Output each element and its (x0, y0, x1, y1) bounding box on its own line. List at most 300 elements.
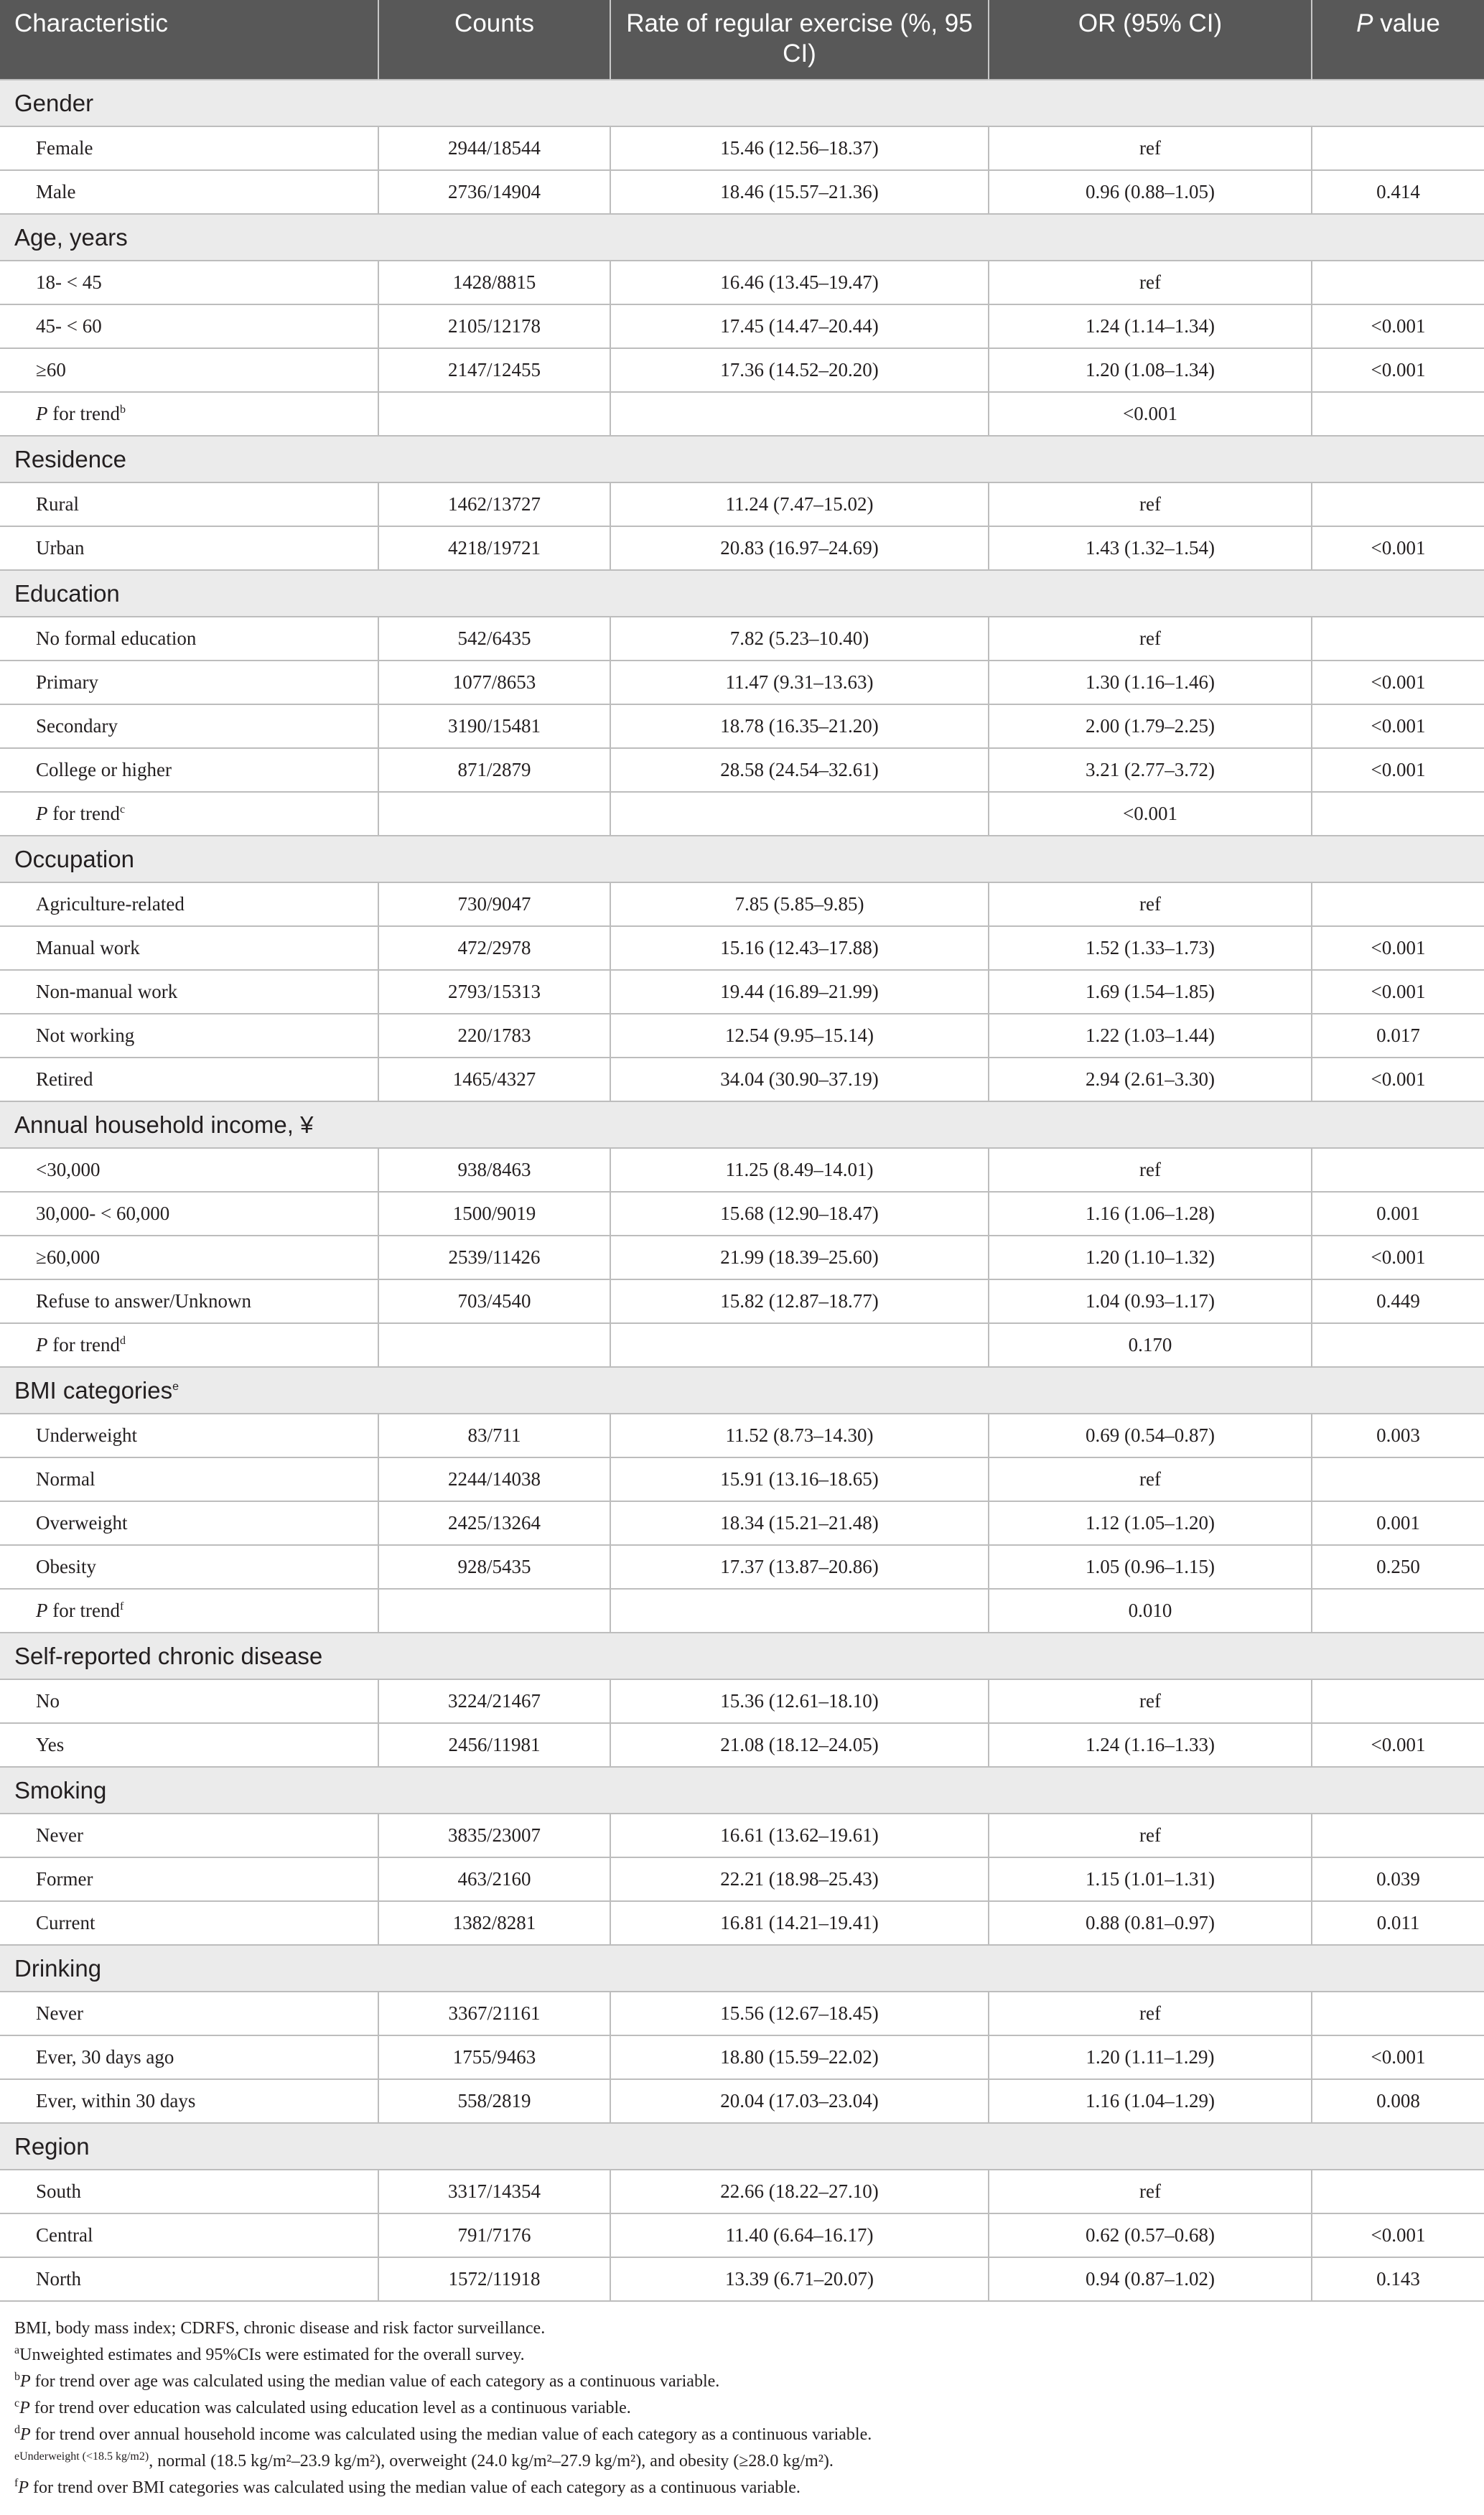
header-counts: Counts (378, 0, 610, 80)
cell-counts: 1462/13727 (378, 482, 610, 526)
cell-characteristic (0, 661, 378, 704)
table-row (0, 704, 1484, 748)
cell-counts: 472/2978 (378, 926, 610, 970)
cell-characteristic (0, 926, 378, 970)
footnote-e (14, 2448, 1472, 2475)
cell-rate: 21.08 (18.12–24.05) (610, 1723, 989, 1767)
row-label: Central (36, 2224, 93, 2246)
section-header-row (0, 1101, 1484, 1148)
section-title-text: Self-reported chronic disease (14, 1642, 323, 1669)
cell-counts: 1572/11918 (378, 2257, 610, 2301)
cell-counts: 2793/15313 (378, 970, 610, 1014)
footnote-d-text: for trend over annual household income was calculated using the median value of each category as a continuous variable. (30, 2425, 872, 2444)
cell-rate: 12.54 (9.95–15.14) (610, 1014, 989, 1058)
row-label: Underweight (36, 1424, 137, 1446)
cell-or: ref (989, 1814, 1312, 1857)
cell-or: 1.24 (1.14–1.34) (989, 304, 1312, 348)
row-label: Agriculture-related (36, 893, 185, 915)
table-row (0, 126, 1484, 170)
cell-counts (378, 1323, 610, 1367)
section-title-text: Drinking (14, 1954, 102, 1982)
header-p-value (1312, 0, 1484, 80)
row-label: Manual work (36, 937, 140, 958)
cell-counts: 1500/9019 (378, 1192, 610, 1236)
row-label: Current (36, 1912, 95, 1933)
row-label: Yes (36, 1734, 65, 1755)
cell-counts (378, 792, 610, 836)
cell-characteristic (0, 1192, 378, 1236)
section-header-row (0, 1945, 1484, 1992)
cell-p-value (1312, 392, 1484, 436)
cell-counts: 938/8463 (378, 1148, 610, 1192)
table-row (0, 170, 1484, 214)
section-header-row (0, 1367, 1484, 1414)
row-label: Ever, 30 days ago (36, 2046, 174, 2068)
section-title-text: Residence (14, 445, 126, 472)
row-label: No (36, 1690, 60, 1712)
cell-or: ref (989, 1148, 1312, 1192)
cell-or: 0.62 (0.57–0.68) (989, 2213, 1312, 2257)
cell-or: 0.69 (0.54–0.87) (989, 1414, 1312, 1457)
cell-rate: 11.40 (6.64–16.17) (610, 2213, 989, 2257)
table-row (0, 2035, 1484, 2079)
footnote-c-text: for trend over education was calculated using education level as a continuous variable. (29, 2399, 631, 2417)
cell-p-value: 0.011 (1312, 1901, 1484, 1945)
cell-p-value: 0.003 (1312, 1414, 1484, 1457)
cell-rate: 7.82 (5.23–10.40) (610, 617, 989, 661)
row-label: Male (36, 181, 76, 202)
cell-characteristic (0, 882, 378, 926)
trend-p: P (36, 1600, 48, 1621)
cell-rate: 11.47 (9.31–13.63) (610, 661, 989, 704)
cell-or: 1.20 (1.10–1.32) (989, 1236, 1312, 1279)
section-title (0, 1945, 1484, 1992)
cell-counts: 2456/11981 (378, 1723, 610, 1767)
table-row (0, 1457, 1484, 1501)
row-label: Non-manual work (36, 981, 178, 1002)
cell-rate: 16.46 (13.45–19.47) (610, 261, 989, 304)
section-header-row (0, 214, 1484, 261)
cell-characteristic (0, 1545, 378, 1589)
cell-or: 1.12 (1.05–1.20) (989, 1501, 1312, 1545)
table-body (0, 80, 1484, 2301)
cell-characteristic (0, 1457, 378, 1501)
cell-p-value (1312, 792, 1484, 836)
cell-counts: 3190/15481 (378, 704, 610, 748)
cell-or: 0.010 (989, 1589, 1312, 1633)
trend-p: P (36, 403, 48, 424)
cell-p-value (1312, 1814, 1484, 1857)
table-row (0, 2170, 1484, 2213)
table-row (0, 1857, 1484, 1901)
cell-p-value: <0.001 (1312, 304, 1484, 348)
footnote-a-marker: a (14, 2344, 20, 2356)
footnote-b-p: P (20, 2372, 31, 2391)
header-p-italic: P (1356, 9, 1373, 37)
row-label: Primary (36, 671, 98, 693)
table-row (0, 1814, 1484, 1857)
footnote-f-p: P (18, 2478, 29, 2497)
cell-characteristic (0, 1014, 378, 1058)
cell-characteristic (0, 1279, 378, 1323)
cell-p-value: <0.001 (1312, 704, 1484, 748)
row-label: <30,000 (36, 1159, 101, 1180)
cell-counts: 2105/12178 (378, 304, 610, 348)
cell-or: 1.43 (1.32–1.54) (989, 526, 1312, 570)
footnote-f (14, 2475, 1472, 2501)
row-label: Rural (36, 493, 79, 515)
cell-counts: 220/1783 (378, 1014, 610, 1058)
cell-or: 1.52 (1.33–1.73) (989, 926, 1312, 970)
table-row (0, 526, 1484, 570)
cell-characteristic (0, 1814, 378, 1857)
cell-characteristic (0, 2079, 378, 2123)
row-label: Former (36, 1868, 93, 1890)
cell-or: <0.001 (989, 792, 1312, 836)
table-row (0, 1014, 1484, 1058)
row-label: No formal education (36, 627, 197, 649)
cell-or: 1.16 (1.06–1.28) (989, 1192, 1312, 1236)
cell-counts: 4218/19721 (378, 526, 610, 570)
row-label-sup: c (119, 803, 126, 816)
cell-characteristic (0, 2257, 378, 2301)
cell-p-value: <0.001 (1312, 926, 1484, 970)
cell-characteristic (0, 1501, 378, 1545)
cell-counts: 1382/8281 (378, 1901, 610, 1945)
row-label: Ever, within 30 days (36, 2090, 196, 2112)
cell-counts (378, 1589, 610, 1633)
table-row (0, 304, 1484, 348)
cell-characteristic (0, 2170, 378, 2213)
cell-p-value: 0.001 (1312, 1501, 1484, 1545)
cell-characteristic (0, 1723, 378, 1767)
cell-rate: 22.66 (18.22–27.10) (610, 2170, 989, 2213)
row-label: North (36, 2268, 81, 2290)
table-row (0, 1545, 1484, 1589)
section-header-row (0, 80, 1484, 126)
footnote-b-text: for trend over age was calculated using the median value of each category as a continuous variable. (30, 2372, 720, 2391)
cell-counts: 928/5435 (378, 1545, 610, 1589)
cell-rate: 18.78 (16.35–21.20) (610, 704, 989, 748)
footnote-abbrev: BMI, body mass index; CDRFS, chronic disease and risk factor surveillance. (14, 2319, 546, 2338)
cell-counts: 463/2160 (378, 1857, 610, 1901)
cell-p-value: <0.001 (1312, 1058, 1484, 1101)
table-row (0, 1236, 1484, 1279)
row-label: 18- < 45 (36, 271, 102, 293)
cell-or: 1.04 (0.93–1.17) (989, 1279, 1312, 1323)
cell-p-value (1312, 1323, 1484, 1367)
cell-counts: 2736/14904 (378, 170, 610, 214)
cell-characteristic (0, 704, 378, 748)
header-rate: Rate of regular exercise (%, 95 CI) (610, 0, 989, 80)
table-row (0, 1501, 1484, 1545)
table-row (0, 1414, 1484, 1457)
section-header-row (0, 836, 1484, 882)
footnote-a-text: Unweighted estimates and 95%CIs were estimated for the overall survey. (19, 2346, 525, 2364)
table-row (0, 1992, 1484, 2035)
cell-rate: 15.68 (12.90–18.47) (610, 1192, 989, 1236)
row-label-sup: d (119, 1335, 126, 1347)
row-label: Obesity (36, 1556, 96, 1577)
cell-counts: 3317/14354 (378, 2170, 610, 2213)
cell-p-value (1312, 1148, 1484, 1192)
cell-p-value: <0.001 (1312, 526, 1484, 570)
cell-characteristic (0, 1901, 378, 1945)
cell-characteristic (0, 748, 378, 792)
cell-counts: 3835/23007 (378, 1814, 610, 1857)
table-row (0, 1679, 1484, 1723)
cell-counts: 871/2879 (378, 748, 610, 792)
row-label: Not working (36, 1025, 135, 1046)
section-title-text: Age, years (14, 223, 128, 251)
cell-rate: 11.52 (8.73–14.30) (610, 1414, 989, 1457)
row-label: 45- < 60 (36, 315, 102, 337)
cell-rate: 15.36 (12.61–18.10) (610, 1679, 989, 1723)
cell-counts: 2539/11426 (378, 1236, 610, 1279)
footnote-b-marker: b (14, 2371, 20, 2383)
cell-or: ref (989, 882, 1312, 926)
cell-rate: 15.46 (12.56–18.37) (610, 126, 989, 170)
footnote-a (14, 2342, 1472, 2369)
table-row (0, 1058, 1484, 1101)
cell-or: ref (989, 617, 1312, 661)
table-row (0, 261, 1484, 304)
cell-characteristic (0, 482, 378, 526)
table-row (0, 2079, 1484, 2123)
cell-rate: 17.45 (14.47–20.44) (610, 304, 989, 348)
cell-or: 1.20 (1.08–1.34) (989, 348, 1312, 392)
trend-label: P for trend (36, 403, 120, 424)
section-title-text: Education (14, 579, 120, 607)
cell-characteristic (0, 1414, 378, 1457)
row-label: Secondary (36, 715, 118, 737)
header-characteristic: Characteristic (0, 0, 378, 80)
row-label: Overweight (36, 1512, 128, 1534)
cell-counts: 3224/21467 (378, 1679, 610, 1723)
cell-rate: 17.36 (14.52–20.20) (610, 348, 989, 392)
cell-rate: 19.44 (16.89–21.99) (610, 970, 989, 1014)
cell-characteristic (0, 2035, 378, 2079)
cell-counts: 1755/9463 (378, 2035, 610, 2079)
cell-counts: 542/6435 (378, 617, 610, 661)
cell-p-value (1312, 1992, 1484, 2035)
cell-or: 1.30 (1.16–1.46) (989, 661, 1312, 704)
table-row (0, 1723, 1484, 1767)
cell-counts: 2147/12455 (378, 348, 610, 392)
table-row (0, 392, 1484, 436)
cell-rate: 13.39 (6.71–20.07) (610, 2257, 989, 2301)
cell-or: 2.00 (1.79–2.25) (989, 704, 1312, 748)
header-p-rest: value (1373, 9, 1440, 37)
cell-p-value: <0.001 (1312, 661, 1484, 704)
cell-p-value: 0.449 (1312, 1279, 1484, 1323)
cell-or: 0.96 (0.88–1.05) (989, 170, 1312, 214)
section-title (0, 214, 1484, 261)
footnote-d-p: P (20, 2425, 31, 2444)
cell-counts: 3367/21161 (378, 1992, 610, 2035)
cell-characteristic (0, 1323, 378, 1367)
section-title (0, 80, 1484, 126)
cell-characteristic (0, 170, 378, 214)
section-header-row (0, 2123, 1484, 2170)
cell-counts: 1077/8653 (378, 661, 610, 704)
cell-p-value: <0.001 (1312, 2035, 1484, 2079)
trend-p: P (36, 803, 48, 824)
row-label-sup: f (119, 1600, 124, 1613)
row-label: 30,000- < 60,000 (36, 1203, 170, 1224)
cell-or: 3.21 (2.77–3.72) (989, 748, 1312, 792)
header-row (0, 0, 1484, 80)
cell-counts: 2944/18544 (378, 126, 610, 170)
cell-or: 1.22 (1.03–1.44) (989, 1014, 1312, 1058)
cell-rate: 7.85 (5.85–9.85) (610, 882, 989, 926)
table-row (0, 882, 1484, 926)
cell-p-value (1312, 1457, 1484, 1501)
table-row (0, 970, 1484, 1014)
cell-or: 1.69 (1.54–1.85) (989, 970, 1312, 1014)
cell-p-value (1312, 126, 1484, 170)
section-header-row (0, 436, 1484, 482)
cell-characteristic (0, 1058, 378, 1101)
trend-label: P for trend (36, 1334, 120, 1356)
row-label: ≥60 (36, 359, 66, 381)
footnote-f-marker: f (14, 2477, 19, 2489)
row-label: Female (36, 137, 93, 159)
footnotes (14, 2315, 1472, 2501)
cell-characteristic (0, 392, 378, 436)
cell-p-value: <0.001 (1312, 2213, 1484, 2257)
cell-characteristic (0, 2213, 378, 2257)
cell-characteristic (0, 792, 378, 836)
cell-p-value: <0.001 (1312, 1236, 1484, 1279)
table-row (0, 926, 1484, 970)
cell-counts: 558/2819 (378, 2079, 610, 2123)
row-label: Normal (36, 1468, 95, 1490)
trend-p: P (36, 1334, 48, 1356)
cell-p-value: 0.414 (1312, 170, 1484, 214)
cell-or: ref (989, 1992, 1312, 2035)
cell-rate: 11.24 (7.47–15.02) (610, 482, 989, 526)
cell-or: ref (989, 1679, 1312, 1723)
cell-counts: 83/711 (378, 1414, 610, 1457)
cell-characteristic (0, 617, 378, 661)
row-label: Urban (36, 537, 85, 559)
footnote-b (14, 2369, 1472, 2395)
cell-rate: 20.04 (17.03–23.04) (610, 2079, 989, 2123)
section-header-row (0, 1633, 1484, 1679)
cell-counts: 730/9047 (378, 882, 610, 926)
table-row (0, 1589, 1484, 1633)
cell-or: 1.16 (1.04–1.29) (989, 2079, 1312, 2123)
section-title (0, 1767, 1484, 1814)
row-label: Never (36, 1824, 83, 1846)
cell-rate: 17.37 (13.87–20.86) (610, 1545, 989, 1589)
cell-rate: 28.58 (24.54–32.61) (610, 748, 989, 792)
trend-label: P for trend (36, 1600, 120, 1621)
cell-p-value (1312, 1679, 1484, 1723)
cell-p-value: <0.001 (1312, 1723, 1484, 1767)
table-row (0, 2213, 1484, 2257)
cell-p-value (1312, 617, 1484, 661)
cell-p-value: <0.001 (1312, 748, 1484, 792)
cell-p-value: <0.001 (1312, 970, 1484, 1014)
cell-characteristic (0, 126, 378, 170)
cell-rate: 15.82 (12.87–18.77) (610, 1279, 989, 1323)
cell-p-value: 0.008 (1312, 2079, 1484, 2123)
row-label: Never (36, 2002, 83, 2024)
cell-or: 0.88 (0.81–0.97) (989, 1901, 1312, 1945)
row-label: ≥60,000 (36, 1246, 101, 1268)
section-title (0, 436, 1484, 482)
cell-p-value (1312, 482, 1484, 526)
cell-p-value: 0.143 (1312, 2257, 1484, 2301)
cell-rate: 16.61 (13.62–19.61) (610, 1814, 989, 1857)
cell-characteristic (0, 1236, 378, 1279)
cell-counts: 2425/13264 (378, 1501, 610, 1545)
cell-characteristic (0, 348, 378, 392)
cell-counts: 1428/8815 (378, 261, 610, 304)
cell-or: ref (989, 1457, 1312, 1501)
section-title-text: Occupation (14, 845, 134, 872)
cell-counts: 791/7176 (378, 2213, 610, 2257)
section-title-text: BMI categories (14, 1376, 173, 1404)
table-row (0, 1148, 1484, 1192)
row-label-sup: b (119, 403, 126, 416)
cell-or: 2.94 (2.61–3.30) (989, 1058, 1312, 1101)
section-header-row (0, 1767, 1484, 1814)
cell-or: ref (989, 2170, 1312, 2213)
cell-characteristic (0, 304, 378, 348)
cell-rate: 22.21 (18.98–25.43) (610, 1857, 989, 1901)
row-label: Refuse to answer/Unknown (36, 1290, 251, 1312)
cell-rate: 20.83 (16.97–24.69) (610, 526, 989, 570)
cell-or: 1.15 (1.01–1.31) (989, 1857, 1312, 1901)
cell-rate (610, 392, 989, 436)
cell-or: ref (989, 482, 1312, 526)
cell-characteristic (0, 1857, 378, 1901)
cell-or: ref (989, 126, 1312, 170)
section-header-row (0, 570, 1484, 617)
cell-p-value: <0.001 (1312, 348, 1484, 392)
section-title (0, 836, 1484, 882)
section-title-text: Region (14, 2132, 90, 2160)
cell-characteristic (0, 261, 378, 304)
footnote-c (14, 2395, 1472, 2422)
cell-rate (610, 792, 989, 836)
footnote-f-text: for trend over BMI categories was calculated using the median value of each category as a continuous variable. (29, 2478, 801, 2497)
table-row (0, 792, 1484, 836)
cell-rate: 18.80 (15.59–22.02) (610, 2035, 989, 2079)
cell-rate: 34.04 (30.90–37.19) (610, 1058, 989, 1101)
cell-characteristic (0, 1148, 378, 1192)
section-title (0, 1101, 1484, 1148)
cell-characteristic (0, 1589, 378, 1633)
cell-characteristic (0, 526, 378, 570)
footnote-d-marker: d (14, 2424, 20, 2436)
cell-or: 0.94 (0.87–1.02) (989, 2257, 1312, 2301)
table-row (0, 1901, 1484, 1945)
cell-or: <0.001 (989, 392, 1312, 436)
table-row (0, 1192, 1484, 1236)
section-title-text: Annual household income, ¥ (14, 1111, 314, 1138)
cell-rate: 16.81 (14.21–19.41) (610, 1901, 989, 1945)
header-or: OR (95% CI) (989, 0, 1312, 80)
cell-p-value (1312, 2170, 1484, 2213)
table-row (0, 1323, 1484, 1367)
cell-p-value: 0.250 (1312, 1545, 1484, 1589)
cell-counts: 2244/14038 (378, 1457, 610, 1501)
cell-counts: 703/4540 (378, 1279, 610, 1323)
